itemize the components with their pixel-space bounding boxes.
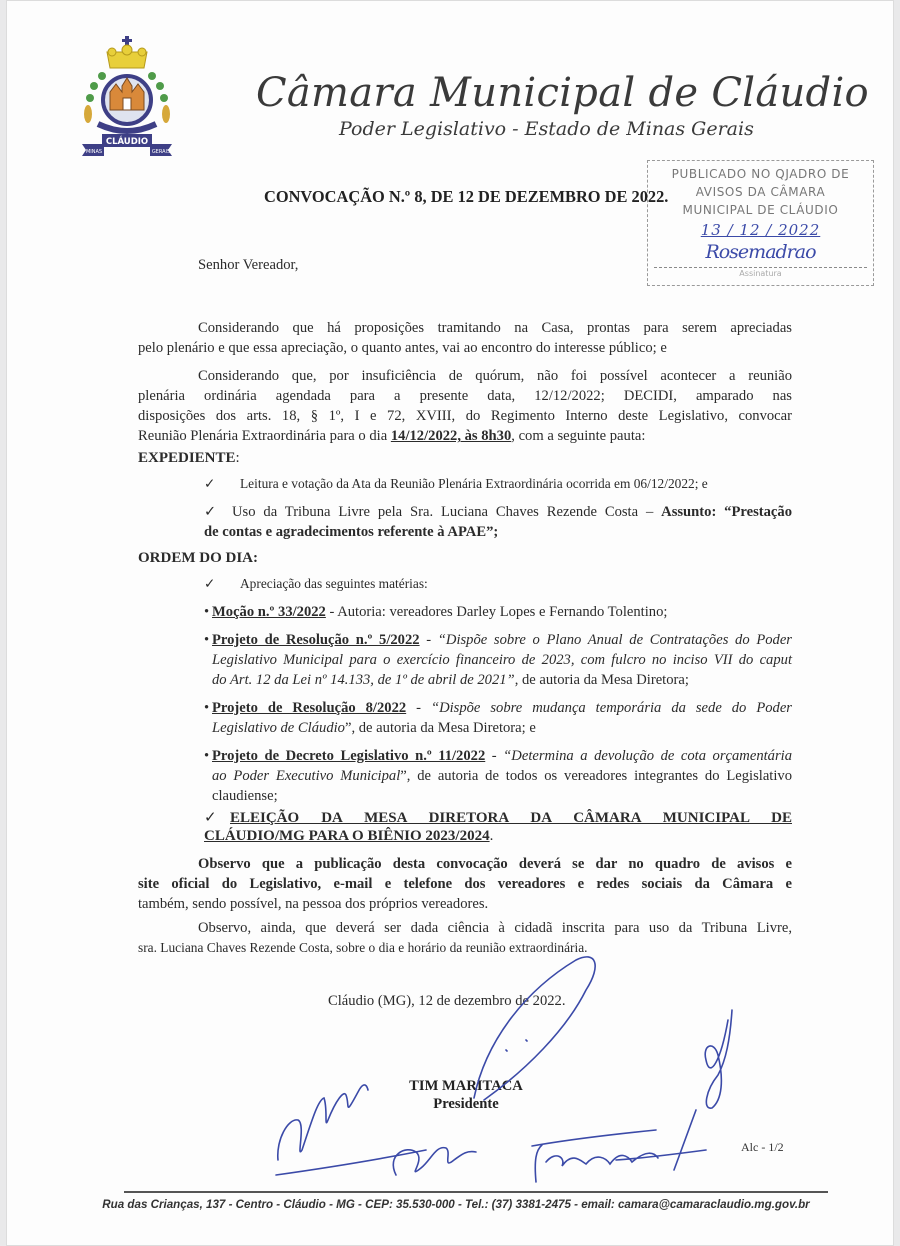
materia-resolucao-5-line-1: • Projeto de Resolução n.º 5/2022 - “Dispõe sobre o Plano Anual de Contratações do Poder	[204, 632, 792, 648]
stamp-date: 13 / 12 / 2022	[700, 221, 821, 239]
materia-resolucao-5-line-2: Legislativo Municipal para o exercício financeiro de 2023, com fulcro no inciso VII do caput	[212, 652, 792, 668]
councilor-signature-4-icon	[705, 1010, 732, 1108]
materia-mocao-33: • Moção n.º 33/2022 - Autoria: vereadores Darley Lopes e Fernando Tolentino;	[204, 604, 668, 620]
signer-role: Presidente	[433, 1096, 499, 1112]
expediente-item-1: ✓ Leitura e votação da Ata da Reunião Plenária Extraordinária ocorrida em 06/12/2022; e	[204, 474, 708, 494]
check-icon: ✓	[204, 504, 217, 520]
paragraph-2-line-2: plenária ordinária agendada para a presente data, 12/12/2022; DECIDI, amparado nas	[138, 388, 792, 404]
svg-text:MINAS: MINAS	[85, 149, 103, 155]
observation-1-line-3: também, sendo possível, na pessoa dos próprios vereadores.	[138, 896, 489, 912]
materia-decreto-11-line-3: claudiense;	[212, 788, 278, 804]
stamp-signature: Rosemadrao	[705, 241, 816, 263]
paragraph-2-line-4: Reunião Plenária Extraordinária para o dia 14/12/2022, às 8h30, com a seguinte pauta:	[138, 428, 646, 444]
check-icon: ✓	[204, 476, 216, 491]
convocation-heading: CONVOCAÇÃO N.º 8, DE 12 DE DEZEMBRO DE 2022.	[264, 187, 669, 206]
check-icon: ✓	[204, 810, 217, 826]
paragraph-2-line-1: Considerando que, por insuficiência de quórum, não foi possível acontecer a reunião	[198, 368, 792, 384]
eleicao-line-1: ✓ ELEIÇÃO DA MESA DIRETORA DA CÂMARA MUNICIPAL DE	[204, 810, 792, 826]
institution-title: Câmara Municipal de Cláudio	[256, 70, 869, 116]
salutation: Senhor Vereador,	[198, 257, 299, 273]
stamp-line-2: AVISOS DA CÂMARA	[695, 185, 826, 199]
bullet-icon: •	[204, 748, 210, 764]
ordem-do-dia-heading: ORDEM DO DIA:	[138, 550, 258, 566]
bullet-icon: •	[204, 632, 210, 648]
observation-2-line-1: Observo, ainda, que deverá ser dada ciência à cidadã inscrita para uso da Tribuna Livre,	[198, 920, 792, 936]
logo-label: CLÁUDIO	[105, 137, 149, 147]
materia-resolucao-5-line-3: do Art. 12 da Lei nº 14.133, de 1º de abril de 2021”, de autoria da Mesa Diretora;	[212, 672, 689, 688]
bullet-icon: •	[204, 604, 210, 620]
materia-resolucao-8-line-1: • Projeto de Resolução 8/2022 - “Dispõe sobre mudança temporária da sede do Poder	[204, 700, 792, 716]
institution-subtitle: Poder Legislativo - Estado de Minas Gerais	[339, 118, 754, 140]
stamp-caption: Assinatura	[739, 269, 782, 278]
councilor-signature-3-icon	[532, 1110, 706, 1182]
expediente-heading: EXPEDIENTE:	[138, 450, 240, 466]
svg-text:GERAIS: GERAIS	[151, 149, 171, 155]
materia-decreto-11-line-2: ao Poder Executivo Municipal”, de autoria de todos os vereadores integrantes do Legislativo	[212, 768, 792, 784]
paragraph-1-line-2: pelo plenário e que essa apreciação, o quanto antes, vai ao encontro do interesse público; e	[138, 340, 667, 356]
signer-name: TIM MARITACA	[409, 1078, 523, 1094]
expediente-item-2-line-2: de contas e agradecimentos referente à APAE”;	[204, 524, 499, 540]
materia-resolucao-8-line-2: Legislativo de Cláudio”, de autoria da Mesa Diretora; e	[212, 720, 536, 736]
councilor-signature-1-icon	[276, 1085, 426, 1175]
check-icon: ✓	[204, 576, 216, 591]
signatures-overlay	[6, 0, 894, 1246]
materia-decreto-11-line-1: • Projeto de Decreto Legislativo n.º 11/2022 - “Determina a devolução de cota orçamentária	[204, 748, 793, 764]
bullet-icon: •	[204, 700, 210, 716]
stamp-line-1: PUBLICADO NO QJADRO DE	[671, 167, 850, 181]
document-page	[6, 0, 894, 1246]
page-reference: Alc - 1/2	[741, 1140, 784, 1154]
meeting-date-time: 14/12/2022, às 8h30	[390, 428, 512, 444]
stamp-line-3: MUNICIPAL DE CLÁUDIO	[682, 203, 839, 217]
paragraph-1-line-1: Considerando que há proposições tramitando na Casa, prontas para serem apreciadas	[198, 320, 792, 336]
ordem-intro: ✓ Apreciação das seguintes matérias:	[204, 574, 428, 594]
eleicao-line-2: CLÁUDIO/MG PARA O BIÊNIO 2023/2024.	[204, 828, 494, 844]
expediente-item-2-line-1: ✓ Uso da Tribuna Livre pela Sra. Luciana Chaves Rezende Costa – Assunto: “Prestação	[204, 504, 792, 520]
observation-1-line-2: site oficial do Legislativo, e-mail e telefone dos vereadores e redes sociais da Câmara e	[138, 876, 792, 892]
president-signature-icon	[474, 957, 595, 1100]
footer-address: Rua das Crianças, 137 - Centro - Cláudio - MG - CEP: 35.530-000 - Tel.: (37) 3381-2475 - email: camara@camaraclaudio.mg.gov.br	[102, 1198, 810, 1211]
paragraph-2-line-3: disposições dos arts. 18, § 1º, I e 72, XVIII, do Regimento Interno deste Legislativo, convocar	[138, 408, 792, 424]
footer-divider	[124, 1191, 828, 1193]
place-and-date: Cláudio (MG), 12 de dezembro de 2022.	[328, 993, 566, 1009]
councilor-signature-2-icon	[393, 1148, 476, 1175]
observation-1-line-1: Observo que a publicação desta convocação deverá se dar no quadro de avisos e	[198, 856, 792, 872]
observation-2-line-2: sra. Luciana Chaves Rezende Costa, sobre o dia e horário da reunião extraordinária.	[138, 940, 588, 955]
